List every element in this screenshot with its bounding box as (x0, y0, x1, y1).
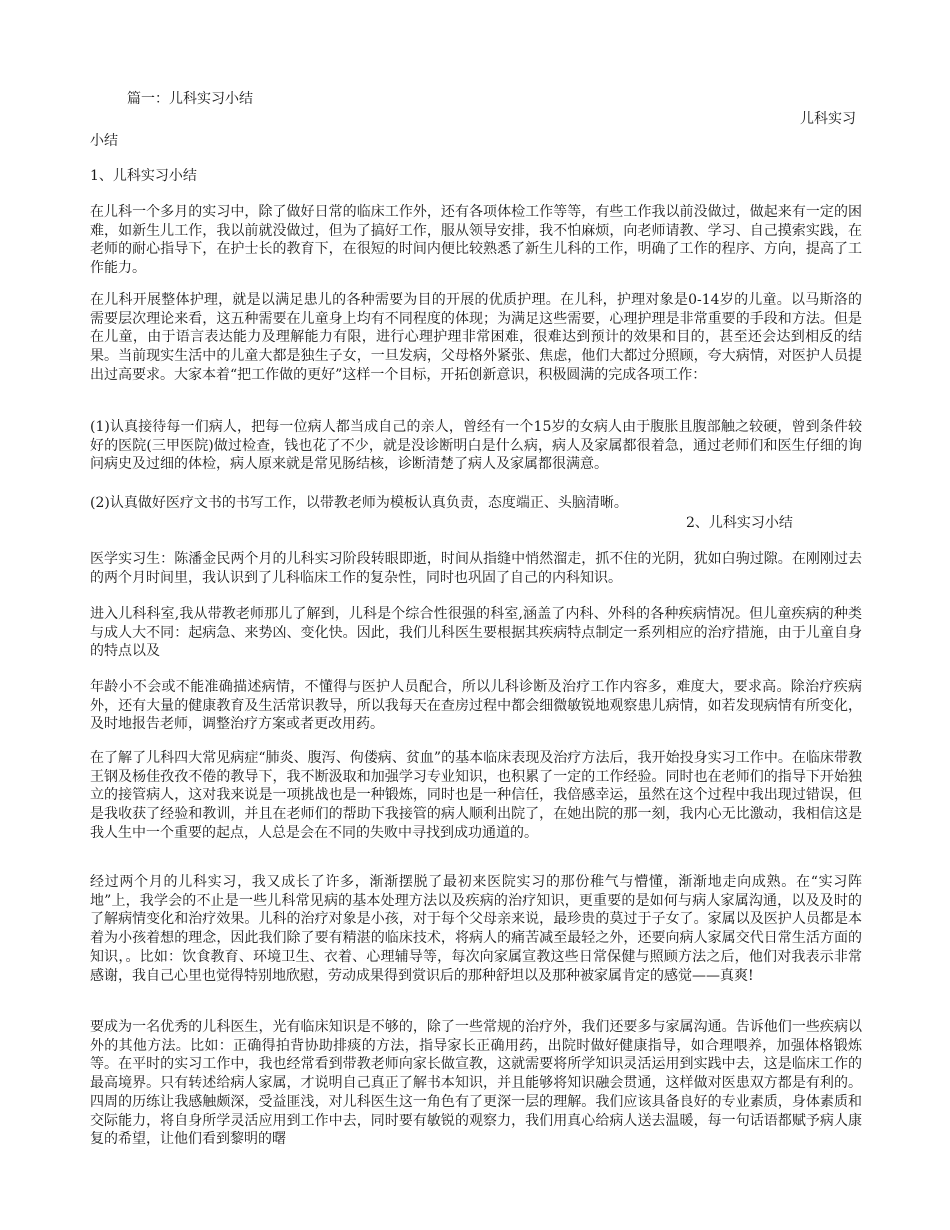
paragraph-4: (2)认真做好医疗文书的书写工作，以带教老师为模板认真负责，态度端正、头脑清晰。 (90, 495, 628, 511)
paragraph-8: 在了解了儿科四大常见病症“肺炎、腹泻、佝偻病、贫血”的基本临床表现及治疗方法后，我开始投身实习工作中。在临床带教王钢及杨佳孜孜不倦的教导下，我不断汲取和加强学习专业知识，也积累了一定的工作经验。同时也在老师们的指导下开始独立的接管病人，这对我来说是一项挑战也是一种锻炼，同时也是一种信任，我倍感幸运，虽然在这个过程中我出现过错误，但是我收获了经验和教训，并且在老师们的帮助下我接管的病人顺利出院了，在她出院的那一刻，我内心无比激动，我相信这是我人生中一个重要的起点，人总是会在不同的失败中寻找到成功通道的。 (90, 750, 862, 841)
paragraph-5: 医学实习生：陈潘金民两个月的儿科实习阶段转眼即逝，时间从指缝中悄然溜走，抓不住的光阴，犹如白驹过隙。在刚刚过去的两个月时间里，我认识到了儿科临床工作的复杂性，同时也巩固了自己的内科知识。 (90, 551, 862, 586)
paragraph-2: 在儿科开展整体护理，就是以满足患儿的各种需要为目的开展的优质护理。在儿科，护理对象是0-14岁的儿童。以马斯洛的需要层次理论来看，这五种需要在儿童身上均有不同程度的体现；为满足这些需要，心理护理是非常重要的手段和方法。但是在儿童，由于语言表达能力及理解能力有限，进行心理护理非常困难，很难达到预计的效果和目的，甚至还会达到相反的结果。当前现实生活中的儿童大都是独生子女，一旦发病，父母格外紧张、焦虑，他们大都过分照顾，夸大病情，对医护人员提出过高要求。大家本着“把工作做的更好”这样一个目标，开拓创新意识，积极圆满的完成各项工作： (90, 292, 862, 383)
section-title-1: 1、儿科实习小结 (90, 168, 197, 184)
paragraph-10: 要成为一名优秀的儿科医生，光有临床知识是不够的，除了一些常规的治疗外，我们还要多与家属沟通。告诉他们一些疾病以外的其他方法。比如：正确得拍背协助排痰的方法，指导家长正确用药，出院时做好健康指导，如合理喂养，加强体格锻炼等。在平时的实习工作中，我也经常看到带教老师向家长做宣教，这就需要将所学知识灵活运用到实践中去，这是临床工作的最高境界。只有转述给病人家属，才说明自己真正了解书本知识，并且能够将知识融会贯通，这样做对医患双方都是有利的。四周的历练让我感触颇深，受益匪浅，对儿科医生这一角色有了更深一层的理解。我们应该具备良好的专业素质，身体素质和交际能力，将自身所学灵活应用到工作中去，同时要有敏锐的观察力，我们用真心给病人送去温暖，每一句话语都赋予病人康复的希望，让他们看到黎明的曙 (90, 1019, 862, 1148)
paragraph-7: 年龄小不会或不能准确描述病情，不懂得与医护人员配合，所以儿科诊断及治疗工作内容多，难度大，要求高。除治疗疾病外，还有大量的健康教育及生活常识教导，所以我每天在查房过程中都会细微敏锐地观察患儿病情，如若发现病情有所变化，及时地报告老师，调整治疗方案或者更改用药。 (90, 679, 862, 733)
paragraph-9: 经过两个月的儿科实习，我又成长了许多，渐渐摆脱了最初来医院实习的那份稚气与懵懂，渐渐地走向成熟。在“实习阵地”上，我学会的不止是一些儿科常见病的基本处理方法以及疾病的治疗知识，更重要的是如何与病人家属沟通，以及及时的了解病情变化和治疗效果。儿科的治疗对象是小孩，对于每个父母亲来说，最珍贵的莫过于子女了。家属以及医护人员都是本着为小孩着想的理念，因此我们除了要有精湛的临床技术，将病人的痛苦减至最轻之外，还要向病人家属交代日常生活方面的知识，。比如：饮食教育、环境卫生、衣着、心理辅导等，每次向家属宣教这些日常保健与照顾方法之后，他们对我表示非常感谢，我自己心里也觉得特别地欣慰，劳动成果得到赏识后的那种舒坦以及那种被家属肯定的感觉——真爽! (90, 874, 862, 984)
paragraph-3: (1)认真接待每一们病人，把每一位病人都当成自己的亲人，曾经有一个15岁的女病人由于腹胀且腹部触之较硬，曾到条件较好的医院(三甲医院)做过检查，钱也花了不少，就是没诊断明白是什么病，病人及家属都很着急，通过老师们和医生仔细的询问病史及过细的体检，病人原来就是常见肠结核，诊断清楚了病人及家属都很满意。 (90, 419, 862, 473)
paragraph-6: 进入儿科科室,我从带教老师那儿了解到，儿科是个综合性很强的科室,涵盖了内科、外科的各种疾病情况。但儿童疾病的种类与成人大不同：起病急、来势凶、变化快。因此，我们儿科医生要根据其疾病特点制定一系列相应的治疗措施，由于儿童自身的特点以及 (90, 606, 862, 660)
section-title-2: 2、儿科实习小结 (686, 515, 793, 531)
paragraph-1: 在儿科一个多月的实习中，除了做好日常的临床工作外，还有各项体检工作等等，有些工作我以前没做过，做起来有一定的困难，如新生儿工作，我以前就没做过，但为了搞好工作，服从领导安排，我不怕麻烦，向老师请教、学习、自己摸索实践，在老师的耐心指导下，在护士长的教育下，在很短的时间内便比较熟悉了新生儿科的工作，明确了工作的程序、方向，提高了工作能力。 (90, 204, 862, 277)
document-heading: 篇一：儿科实习小结 (127, 91, 253, 107)
document-heading-continued: 小结 (90, 133, 118, 149)
document-heading-right: 儿科实习 (800, 111, 856, 127)
